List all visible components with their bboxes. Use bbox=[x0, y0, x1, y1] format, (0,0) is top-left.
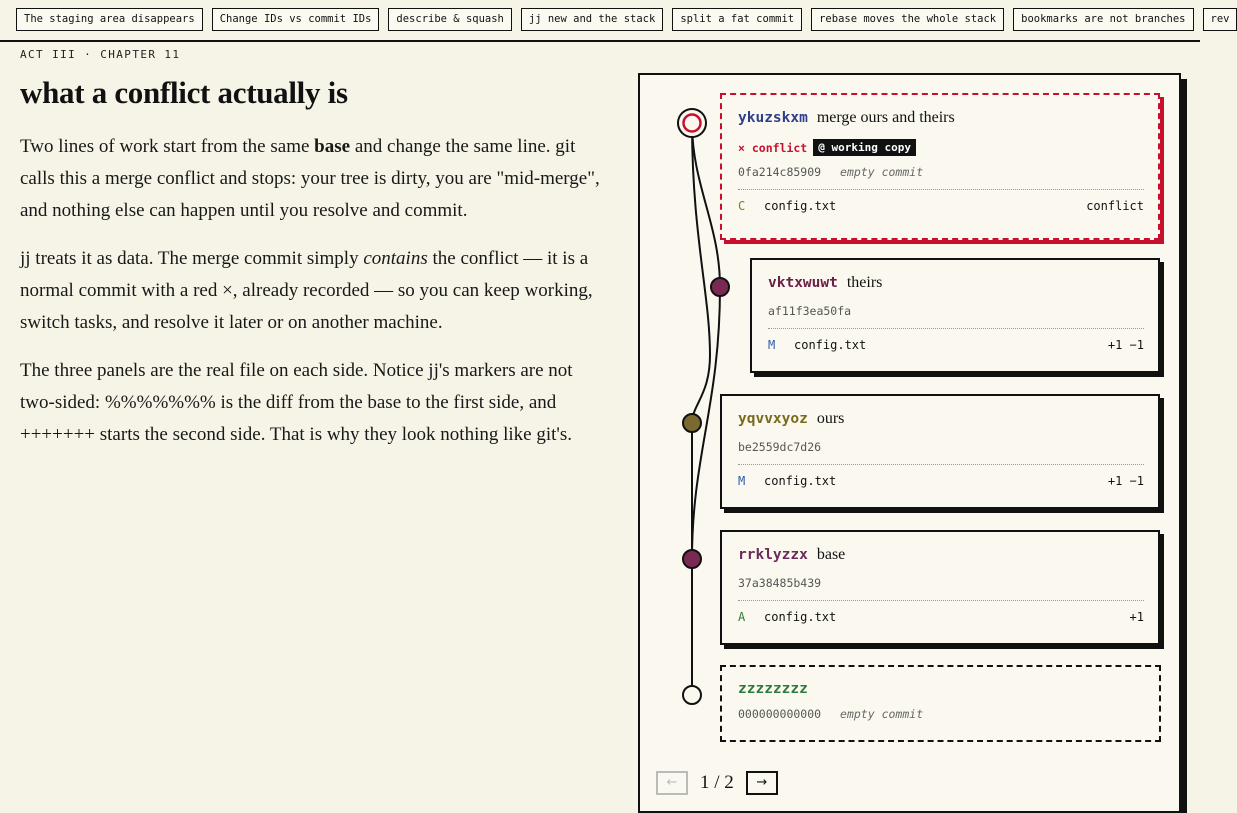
tab-split[interactable]: split a fat commit bbox=[672, 8, 802, 31]
next-page-button[interactable]: → bbox=[746, 771, 778, 795]
paragraph-2: jj treats it as data. The merge commit simply contains the conflict — it is a normal commit with a red ×, already recorded — so you can keep working, switch tasks, and resolve it later or on another machine. bbox=[20, 243, 600, 339]
commit-id: 000000000000 bbox=[738, 707, 821, 721]
commit-card-theirs[interactable] bbox=[750, 258, 1160, 373]
tab-staging-area[interactable]: The staging area disappears bbox=[16, 8, 203, 31]
file-status: M bbox=[738, 474, 764, 488]
commit-id: 37a38485b439 bbox=[738, 576, 821, 590]
file-change: +1 −1 bbox=[1108, 338, 1144, 352]
commit-card-ours[interactable] bbox=[720, 394, 1160, 509]
file-change: +1 bbox=[1130, 610, 1144, 624]
change-id: vktxwuwt bbox=[768, 275, 838, 291]
edge-merge-to-ours bbox=[692, 123, 710, 423]
tab-rebase[interactable]: rebase moves the whole stack bbox=[811, 8, 1004, 31]
file-row[interactable] bbox=[738, 600, 1144, 624]
tab-change-ids[interactable]: Change IDs vs commit IDs bbox=[212, 8, 380, 31]
paragraph-1: Two lines of work start from the same base and change the same line. git calls this a merge conflict and stops: your tree is dirty, you are "mid-merge", and nothing else can happen until you resolve and commit. bbox=[20, 131, 600, 227]
commit-card-base[interactable] bbox=[720, 530, 1160, 645]
chapter-tab-bar bbox=[0, 0, 1200, 42]
node-merge[interactable] bbox=[678, 109, 706, 137]
pager bbox=[656, 771, 778, 795]
tab-bookmarks[interactable]: bookmarks are not branches bbox=[1013, 8, 1193, 31]
commit-description: base bbox=[817, 546, 845, 564]
file-change: +1 −1 bbox=[1108, 474, 1144, 488]
file-status: M bbox=[768, 338, 794, 352]
file-status: C bbox=[738, 199, 764, 213]
chapter-label: ACT III · CHAPTER 11 bbox=[20, 48, 600, 61]
node-ours[interactable] bbox=[683, 414, 701, 432]
file-row[interactable] bbox=[738, 464, 1144, 488]
node-base[interactable] bbox=[683, 550, 701, 568]
file-row[interactable] bbox=[768, 328, 1144, 352]
file-name: config.txt bbox=[794, 338, 1108, 352]
file-name: config.txt bbox=[764, 474, 1108, 488]
empty-commit-label: empty commit bbox=[840, 165, 923, 179]
lesson-text bbox=[20, 48, 600, 451]
page-indicator: 1 / 2 bbox=[700, 772, 734, 794]
commit-log-panel bbox=[638, 73, 1181, 813]
paragraph-3: The three panels are the real file on each side. Notice jj's markers are not two-sided: %%%%%%% is the diff from the base to the first side, and +++++++ starts the second side. That is why they look nothing like git's. bbox=[20, 355, 600, 451]
change-id: yqvvxyoz bbox=[738, 411, 808, 427]
change-id: zzzzzzzz bbox=[738, 681, 808, 697]
em-contains: contains bbox=[363, 248, 427, 269]
node-theirs[interactable] bbox=[711, 278, 729, 296]
change-id: ykuzskxm bbox=[738, 110, 808, 126]
commit-description: theirs bbox=[847, 274, 883, 292]
file-name: config.txt bbox=[764, 199, 1086, 213]
prev-page-button[interactable]: ← bbox=[656, 771, 688, 795]
commit-description: merge ours and theirs bbox=[817, 109, 955, 127]
file-row[interactable] bbox=[738, 189, 1144, 213]
working-copy-badge: @ working copy bbox=[813, 139, 916, 156]
commit-id: af11f3ea50fa bbox=[768, 304, 851, 318]
commit-card-merge[interactable] bbox=[720, 93, 1160, 240]
bold-base: base bbox=[314, 136, 350, 157]
tab-rev[interactable]: rev bbox=[1203, 8, 1237, 31]
commit-description: ours bbox=[817, 410, 845, 428]
commit-id: 0fa214c85909 bbox=[738, 165, 821, 179]
page-title: what a conflict actually is bbox=[20, 75, 600, 111]
tab-describe-squash[interactable]: describe & squash bbox=[388, 8, 511, 31]
file-change: conflict bbox=[1086, 199, 1144, 213]
file-name: config.txt bbox=[764, 610, 1130, 624]
commit-card-root[interactable] bbox=[720, 665, 1161, 742]
commit-id: be2559dc7d26 bbox=[738, 440, 821, 454]
conflict-badge: × conflict bbox=[738, 141, 807, 155]
file-status: A bbox=[738, 610, 764, 624]
empty-commit-label: empty commit bbox=[840, 707, 923, 721]
tab-jj-new[interactable]: jj new and the stack bbox=[521, 8, 663, 31]
node-root[interactable] bbox=[683, 686, 701, 704]
chapter-tabs bbox=[16, 8, 1237, 31]
change-id: rrklyzzx bbox=[738, 547, 808, 563]
